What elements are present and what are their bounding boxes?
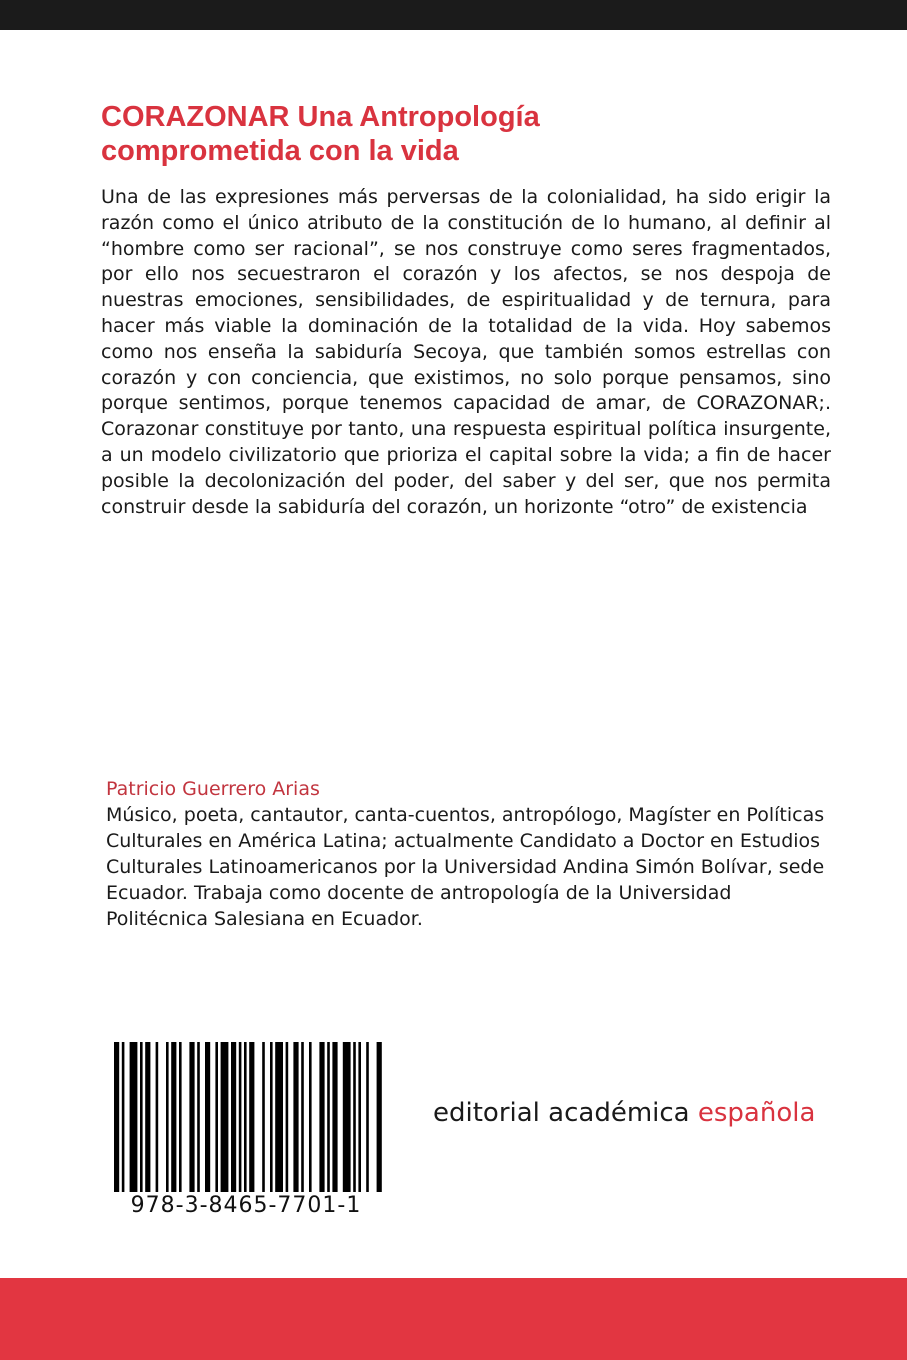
barcode-bar xyxy=(215,1042,218,1192)
barcode-bar xyxy=(293,1042,298,1192)
publisher-name-part-1: editorial académica xyxy=(433,1098,698,1128)
publisher-name-part-2: española xyxy=(697,1098,816,1128)
barcode-bar xyxy=(301,1042,304,1192)
barcode-bar xyxy=(275,1042,283,1192)
barcode-bar xyxy=(145,1042,150,1192)
barcode-bar xyxy=(327,1042,330,1192)
bottom-band xyxy=(0,1278,907,1360)
barcode-bars xyxy=(114,1042,384,1192)
barcode-bar xyxy=(270,1042,273,1192)
barcode-bar xyxy=(197,1042,200,1192)
barcode-bar xyxy=(358,1042,361,1192)
barcode-bar xyxy=(231,1042,236,1192)
barcode-bar xyxy=(244,1042,247,1192)
barcode-bar xyxy=(122,1042,125,1192)
barcode-bar xyxy=(156,1042,159,1192)
barcode-bar xyxy=(262,1042,265,1192)
barcode-bar xyxy=(166,1042,169,1192)
barcode-bar xyxy=(286,1042,289,1192)
book-title xyxy=(101,100,821,168)
book-title-line-1: CORAZONAR Una Antropología xyxy=(101,101,540,133)
author-name: Patricio Guerrero Arias xyxy=(106,778,320,800)
barcode-bar xyxy=(171,1042,176,1192)
barcode-bar xyxy=(332,1042,337,1192)
barcode-bar xyxy=(189,1042,194,1192)
author-bio: Músico, poeta, cantautor, canta-cuentos, antropólogo, Magíster en Políticas Culturales en América Latina; actualmente Candidato a Doctor en Estudios Culturales Latinoamericanos por la Universidad Andina Simón Bolívar, sede Ecuador. Trabaja como docente de antropología de la Universidad Politécnica Salesiana en Ecuador. xyxy=(106,804,825,930)
barcode-bar xyxy=(309,1042,312,1192)
barcode-bar xyxy=(343,1042,351,1192)
barcode xyxy=(110,1040,410,1230)
barcode-bar xyxy=(221,1042,229,1192)
book-blurb: Una de las expresiones más perversas de la colonialidad, ha sido erigir la razón como el único atributo de la constitución de lo humano, al definir al “hombre como ser racional”, se nos construye como seres fragmentados, por ello nos secuestraron el corazón y los afectos, se nos despoja de nuestras emociones, sensibilidades, de espiritualidad y de ternura, para hacer más viable la dominación de la totalidad de la vida. Hoy sabemos como nos enseña la sabiduría Secoya, que también somos estrellas con corazón y con conciencia, que existimos, no solo porque pensamos, sino porque sentimos, porque tenemos capacidad de amar, de CORAZONAR;. Corazonar constituye por tanto, una respuesta espiritual política insurgente, a un modelo civilizatorio que prioriza el capital sobre la vida; a fin de hacer posible la decolonización del poder, del saber y del ser, que nos permita construir desde la sabiduría del corazón, un horizonte “otro” de existencia xyxy=(101,186,831,518)
top-band xyxy=(0,0,907,30)
publisher-logo xyxy=(433,1097,815,1129)
barcode-bar xyxy=(377,1042,382,1192)
barcode-bar xyxy=(319,1042,324,1192)
barcode-bar xyxy=(130,1042,138,1192)
book-title-line-2: comprometida con la vida xyxy=(101,135,459,167)
barcode-bar xyxy=(114,1042,119,1192)
barcode-bar xyxy=(179,1042,182,1192)
barcode-bar xyxy=(205,1042,210,1192)
barcode-bar xyxy=(353,1042,356,1192)
barcode-bar xyxy=(249,1042,254,1192)
barcode-bar xyxy=(239,1042,242,1192)
isbn-number: 978-3-8465-7701-1 xyxy=(130,1193,362,1218)
barcode-bar xyxy=(140,1042,143,1192)
barcode-bar xyxy=(366,1042,369,1192)
